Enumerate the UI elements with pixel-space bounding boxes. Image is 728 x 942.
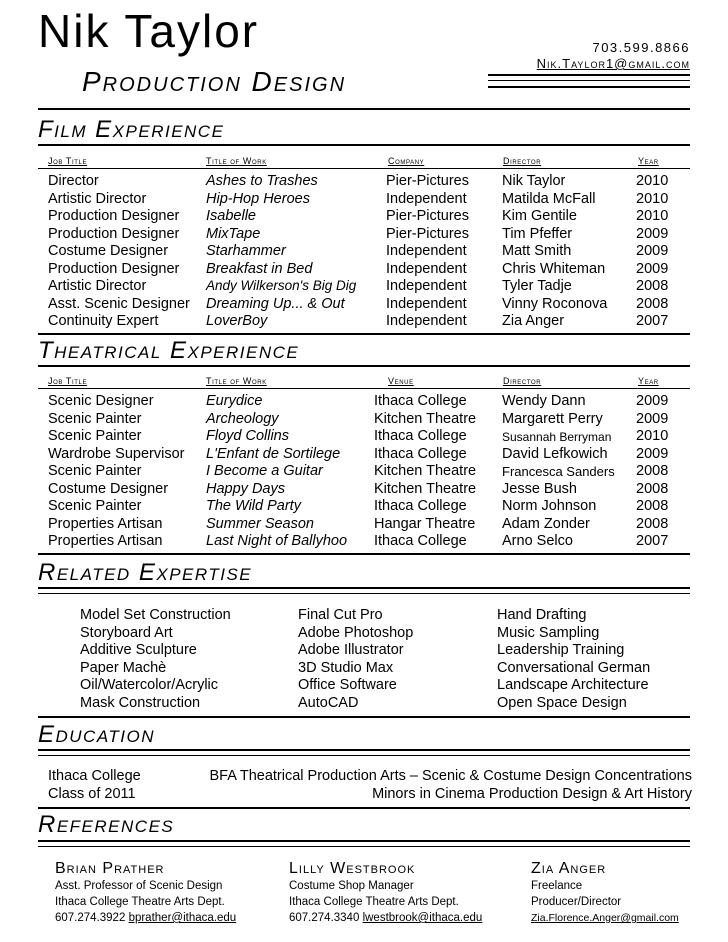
header-rule-2 (488, 80, 690, 81)
director: Chris Whiteman (502, 261, 606, 277)
director: Tim Pfeffer (502, 226, 573, 242)
education-school: Ithaca College (48, 768, 141, 784)
reference-email-link[interactable]: Zia.Florence.Anger@gmail.com (531, 912, 679, 924)
table-row (0, 498, 728, 515)
job-title: Artistic Director (48, 278, 147, 294)
job-title: Scenic Designer (48, 393, 154, 409)
work-title: Happy Days (206, 481, 285, 497)
table-row (0, 191, 728, 208)
work-title: MixTape (206, 226, 261, 242)
year: 2007 (636, 533, 669, 549)
email-link[interactable]: Nik.Taylor1@gmail.com (536, 56, 690, 71)
table-row (0, 428, 728, 445)
list-item: Model Set Construction (80, 607, 231, 623)
director: Wendy Dann (502, 393, 586, 409)
table-row (0, 226, 728, 243)
company: Independent (386, 243, 467, 259)
reference-email-link[interactable]: bprather@ithaca.edu (128, 912, 237, 924)
job-title: Director (48, 173, 99, 189)
job-title: Production Designer (48, 261, 180, 277)
list-item: Open Space Design (497, 695, 627, 711)
director: Jesse Bush (502, 481, 577, 497)
table-row (0, 173, 728, 190)
work-title: Floyd Collins (206, 428, 289, 444)
director: Arno Selco (502, 533, 573, 549)
year: 2010 (636, 191, 669, 207)
table-row (0, 463, 728, 480)
year: 2008 (636, 498, 669, 514)
director: Susannah Berryman (502, 430, 612, 444)
director: Francesca Sanders (502, 464, 615, 479)
resume-subtitle: Production Design (82, 66, 347, 97)
table-row (0, 261, 728, 278)
work-title: L'Enfant de Sortilege (206, 446, 341, 462)
divider (38, 846, 690, 847)
divider (38, 716, 690, 718)
list-item: Adobe Illustrator (298, 642, 404, 658)
divider (38, 108, 690, 110)
company: Pier-Pictures (386, 208, 469, 224)
year: 2009 (636, 243, 669, 259)
column-header: Year (638, 156, 659, 166)
job-title: Scenic Painter (48, 463, 142, 479)
venue: Ithaca College (374, 446, 467, 462)
education-degree: BFA Theatrical Production Arts – Scenic & Costume Design Concentrations (209, 768, 692, 784)
list-item: Final Cut Pro (298, 607, 383, 623)
job-title: Production Designer (48, 208, 180, 224)
reference-org: Ithaca College Theatre Arts Dept. (289, 896, 459, 908)
table-row (0, 411, 728, 428)
divider (38, 593, 690, 594)
company: Independent (386, 296, 467, 312)
section-title-theatre: Theatrical Experience (38, 337, 300, 364)
divider (38, 587, 690, 589)
company: Pier-Pictures (386, 226, 469, 242)
year: 2008 (636, 516, 669, 532)
year: 2007 (636, 313, 669, 329)
work-title: LoverBoy (206, 313, 268, 329)
reference-contact (289, 912, 482, 924)
director: Matt Smith (502, 243, 572, 259)
list-item: Leadership Training (497, 642, 625, 658)
work-title: Breakfast in Bed (206, 261, 313, 277)
table-row (0, 243, 728, 260)
director: Norm Johnson (502, 498, 597, 514)
table-row (0, 533, 728, 550)
table-row (0, 278, 728, 295)
divider (38, 365, 690, 367)
reference-contact (55, 912, 236, 924)
reference-role: Asst. Professor of Scenic Design (55, 880, 223, 892)
work-title: Dreaming Up... & Out (206, 296, 345, 312)
column-header: Director (503, 156, 542, 166)
reference-role: Costume Shop Manager (289, 880, 414, 892)
work-title: Isabelle (206, 208, 256, 224)
column-header: Year (638, 376, 659, 386)
work-title: Andy Wilkerson's Big Dig (206, 278, 357, 293)
director: David Lefkowich (502, 446, 608, 462)
list-item: Landscape Architecture (497, 677, 649, 693)
venue: Ithaca College (374, 498, 467, 514)
director: Tyler Tadje (502, 278, 572, 294)
list-item: AutoCAD (298, 695, 359, 711)
work-title: The Wild Party (206, 498, 301, 514)
list-item: 3D Studio Max (298, 660, 394, 676)
work-title: Starhammer (206, 243, 286, 259)
divider (38, 807, 690, 809)
divider (38, 749, 690, 751)
phone-number: 703.599.8866 (592, 40, 690, 55)
work-title: Eurydice (206, 393, 263, 409)
job-title: Costume Designer (48, 243, 169, 259)
list-item: Storyboard Art (80, 625, 173, 641)
director: Nik Taylor (502, 173, 566, 189)
column-header: Title of Work (206, 376, 267, 386)
reference-name: Lilly Westbrook (289, 860, 416, 877)
list-item: Additive Sculpture (80, 642, 197, 658)
job-title: Costume Designer (48, 481, 169, 497)
divider (38, 168, 690, 169)
venue: Ithaca College (374, 428, 467, 444)
job-title: Scenic Painter (48, 411, 142, 427)
venue: Ithaca College (374, 393, 467, 409)
work-title: Last Night of Ballyhoo (206, 533, 348, 549)
column-header: Job Title (48, 156, 88, 166)
list-item: Hand Drafting (497, 607, 587, 623)
director: Adam Zonder (502, 516, 590, 532)
venue: Kitchen Theatre (374, 463, 477, 479)
list-item: Office Software (298, 677, 397, 693)
year: 2008 (636, 278, 669, 294)
year: 2010 (636, 173, 669, 189)
list-item: Mask Construction (80, 695, 201, 711)
header-rule-3 (488, 86, 690, 88)
job-title: Properties Artisan (48, 516, 163, 532)
work-title: Archeology (206, 411, 279, 427)
divider (38, 388, 690, 389)
director: Kim Gentile (502, 208, 577, 224)
company: Independent (386, 261, 467, 277)
director: Matilda McFall (502, 191, 596, 207)
list-item: Oil/Watercolor/Acrylic (80, 677, 219, 693)
company: Pier-Pictures (386, 173, 469, 189)
year: 2009 (636, 393, 669, 409)
divider (38, 333, 690, 335)
column-header: Job Title (48, 376, 88, 386)
year: 2008 (636, 481, 669, 497)
education-minors: Minors in Cinema Production Design & Art History (372, 786, 692, 802)
work-title: Hip-Hop Heroes (206, 191, 310, 207)
venue: Ithaca College (374, 533, 467, 549)
job-title: Artistic Director (48, 191, 147, 207)
list-item: Conversational German (497, 660, 651, 676)
job-title: Properties Artisan (48, 533, 163, 549)
divider (38, 553, 690, 555)
resume-name: Nik Taylor (38, 5, 260, 57)
table-row (0, 446, 728, 463)
divider (38, 144, 690, 146)
venue: Hangar Theatre (374, 516, 476, 532)
director: Margarett Perry (502, 411, 603, 427)
year: 2009 (636, 411, 669, 427)
table-row (0, 516, 728, 533)
job-title: Continuity Expert (48, 313, 159, 329)
reference-phone: 607.274.3922 (55, 912, 126, 924)
job-title: Scenic Painter (48, 428, 142, 444)
director: Zia Anger (502, 313, 565, 329)
table-row (0, 208, 728, 225)
list-item: Music Sampling (497, 625, 600, 641)
company: Independent (386, 278, 467, 294)
year: 2008 (636, 463, 669, 479)
section-title-film: Film Experience (38, 116, 225, 143)
reference-org: Ithaca College Theatre Arts Dept. (55, 896, 225, 908)
year: 2009 (636, 226, 669, 242)
section-title-references: References (38, 811, 175, 838)
table-row (0, 393, 728, 410)
column-header: Title of Work (206, 156, 267, 166)
company: Independent (386, 191, 467, 207)
divider (38, 755, 690, 756)
header-rule-1 (488, 74, 690, 76)
year: 2009 (636, 261, 669, 277)
job-title: Scenic Painter (48, 498, 142, 514)
section-title-education: Education (38, 721, 156, 748)
work-title: Summer Season (206, 516, 314, 532)
reference-name: Brian Prather (55, 860, 165, 877)
reference-org: Producer/Director (531, 896, 622, 908)
education-class: Class of 2011 (48, 786, 136, 802)
reference-email-link[interactable]: lwestbrook@ithaca.edu (362, 912, 483, 924)
year: 2008 (636, 296, 669, 312)
year: 2010 (636, 208, 669, 224)
divider (38, 840, 690, 842)
table-row (0, 313, 728, 330)
year: 2009 (636, 446, 669, 462)
table-row (0, 296, 728, 313)
reference-name: Zia Anger (531, 860, 607, 877)
column-header: Company (388, 156, 425, 166)
reference-role: Freelance (531, 880, 583, 892)
job-title: Wardrobe Supervisor (48, 446, 185, 462)
job-title: Production Designer (48, 226, 180, 242)
director: Vinny Roconova (502, 296, 608, 312)
year: 2010 (636, 428, 669, 444)
venue: Kitchen Theatre (374, 411, 477, 427)
venue: Kitchen Theatre (374, 481, 477, 497)
work-title: I Become a Guitar (206, 463, 323, 479)
table-row (0, 481, 728, 498)
section-title-expertise: Related Expertise (38, 559, 253, 586)
reference-phone: 607.274.3340 (289, 912, 360, 924)
column-header: Venue (388, 376, 414, 386)
company: Independent (386, 313, 467, 329)
column-header: Director (503, 376, 542, 386)
list-item: Paper Machè (80, 660, 167, 676)
list-item: Adobe Photoshop (298, 625, 414, 641)
job-title: Asst. Scenic Designer (48, 296, 190, 312)
work-title: Ashes to Trashes (206, 173, 318, 189)
